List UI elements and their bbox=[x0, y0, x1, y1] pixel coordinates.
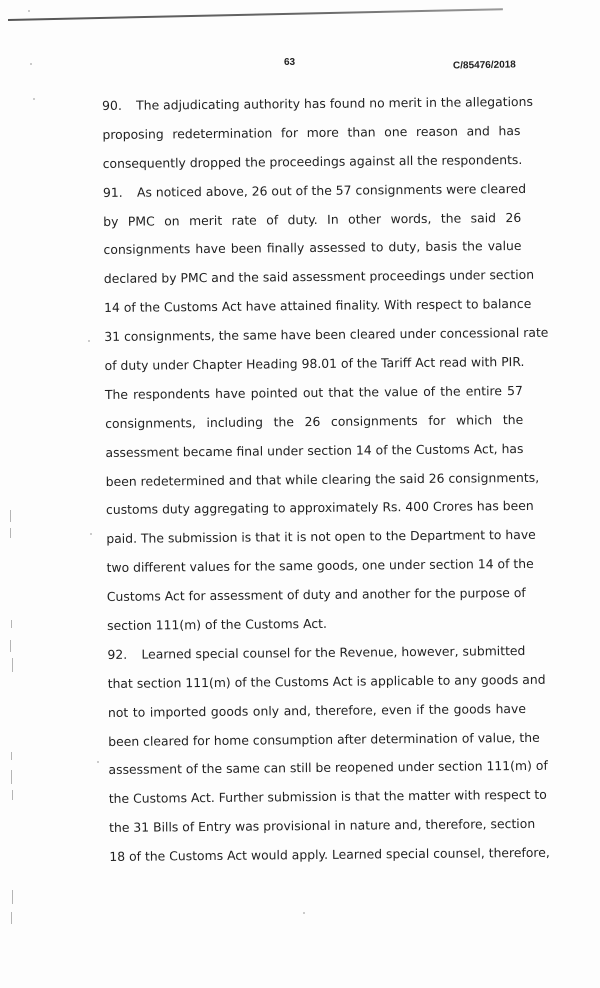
line-text: The adjudicating authority has found no merit in the allegations bbox=[136, 93, 533, 113]
margin-scan-marks bbox=[4, 480, 18, 940]
line-text: Customs Act for assessment of duty and another for the purpose of bbox=[106, 585, 526, 605]
text-line bbox=[103, 261, 535, 294]
body-text bbox=[102, 88, 550, 872]
text-line bbox=[108, 781, 547, 814]
text-line bbox=[105, 464, 540, 497]
line-text: proposing redetermination for more than one reason and has bbox=[102, 122, 521, 142]
page-header bbox=[0, 0, 600, 80]
line-text: 14 of the Customs Act have attained finality. With respect to balance bbox=[103, 296, 532, 316]
scan-mark bbox=[12, 658, 13, 672]
text-line bbox=[102, 88, 533, 121]
text-line bbox=[108, 752, 548, 785]
text-line bbox=[106, 550, 534, 583]
text-line bbox=[106, 521, 536, 554]
scan-mark bbox=[11, 752, 12, 760]
case-number: C/85476/2018 bbox=[452, 59, 516, 72]
scan-mark bbox=[10, 510, 11, 522]
scan-speck bbox=[30, 63, 32, 65]
line-text: of duty under Chapter Heading 98.01 of the Tariff Act read with PIR. bbox=[104, 353, 525, 374]
text-line bbox=[107, 666, 546, 699]
scan-mark bbox=[12, 890, 13, 904]
line-text: The respondents have pointed out that the value of the entire 57 bbox=[104, 382, 523, 402]
text-line bbox=[103, 204, 521, 237]
line-text: paid. The submission is that it is not open to the Department to have bbox=[106, 527, 536, 547]
text-line bbox=[107, 579, 525, 612]
scan-speck bbox=[90, 533, 92, 535]
paragraph-number: 92. bbox=[107, 646, 128, 662]
line-text: 18 of the Customs Act would apply. Learned special counsel, therefore, bbox=[109, 844, 550, 865]
text-line bbox=[104, 348, 525, 381]
scan-mark bbox=[12, 790, 13, 800]
text-line bbox=[107, 637, 525, 670]
text-line bbox=[108, 724, 540, 757]
text-line bbox=[105, 435, 523, 468]
text-line bbox=[107, 608, 525, 641]
scan-mark bbox=[10, 640, 11, 652]
text-line bbox=[102, 175, 527, 208]
scan-mark bbox=[11, 770, 12, 784]
line-text: declared by PMC and the said assessment proceedings under section bbox=[103, 267, 535, 287]
text-line bbox=[108, 695, 526, 728]
text-line bbox=[105, 377, 523, 410]
text-line bbox=[108, 810, 536, 843]
line-text: been redetermined and that while clearing the said 26 consignments, bbox=[105, 469, 540, 489]
text-line bbox=[103, 290, 532, 323]
line-text: been cleared for home consumption after determination of value, the bbox=[108, 729, 540, 749]
line-text: assessment became final under section 14 of the Customs Act, has bbox=[105, 440, 524, 460]
line-text: section 111(m) of the Customs Act. bbox=[107, 615, 327, 634]
line-text: two different values for the same goods, one under section 14 of the bbox=[106, 556, 534, 576]
text-line bbox=[104, 319, 549, 352]
text-line bbox=[105, 492, 534, 525]
page-number: 63 bbox=[284, 57, 296, 68]
line-text: that section 111(m) of the Customs Act is applicable to any goods and bbox=[107, 671, 546, 691]
scan-mark bbox=[10, 528, 11, 538]
text-line bbox=[105, 406, 523, 439]
line-text: customs duty aggregating to approximately Rs. 400 Crores has been bbox=[105, 498, 534, 518]
text-line bbox=[103, 232, 521, 265]
line-text: by PMC on merit rate of duty. In other words, the said 26 bbox=[103, 209, 522, 229]
text-line bbox=[109, 839, 550, 872]
line-text: Learned special counsel for the Revenue, however, submitted bbox=[141, 642, 526, 662]
line-text: the 31 Bills of Entry was provisional in nature and, therefore, section bbox=[108, 816, 536, 836]
line-text: As noticed above, 26 out of the 57 consignments were cleared bbox=[136, 180, 527, 200]
line-text: consignments, including the 26 consignments for which the bbox=[105, 411, 524, 431]
paragraph-number: 90. bbox=[102, 97, 122, 113]
scan-mark bbox=[11, 620, 12, 628]
text-line bbox=[102, 117, 520, 150]
text-line bbox=[103, 146, 521, 179]
scan-speck bbox=[303, 912, 305, 914]
scan-speck bbox=[88, 340, 90, 342]
line-text: not to imported goods only and, therefore, even if the goods have bbox=[107, 700, 527, 720]
scan-speck bbox=[33, 98, 35, 100]
scan-speck bbox=[97, 761, 99, 763]
line-text: consignments have been finally assessed to duty, basis the value bbox=[103, 238, 522, 258]
line-text: the Customs Act. Further submission is that the matter with respect to bbox=[108, 787, 547, 807]
scan-speck bbox=[28, 10, 30, 12]
line-text: consequently dropped the proceedings against all the respondents. bbox=[102, 151, 523, 171]
scan-mark bbox=[11, 912, 12, 924]
line-text: 31 consignments, the same have been cleared under concessional rate bbox=[104, 324, 549, 345]
paragraph-number: 91. bbox=[102, 184, 123, 200]
line-text: assessment of the same can still be reopened under section 111(m) of bbox=[108, 758, 548, 778]
